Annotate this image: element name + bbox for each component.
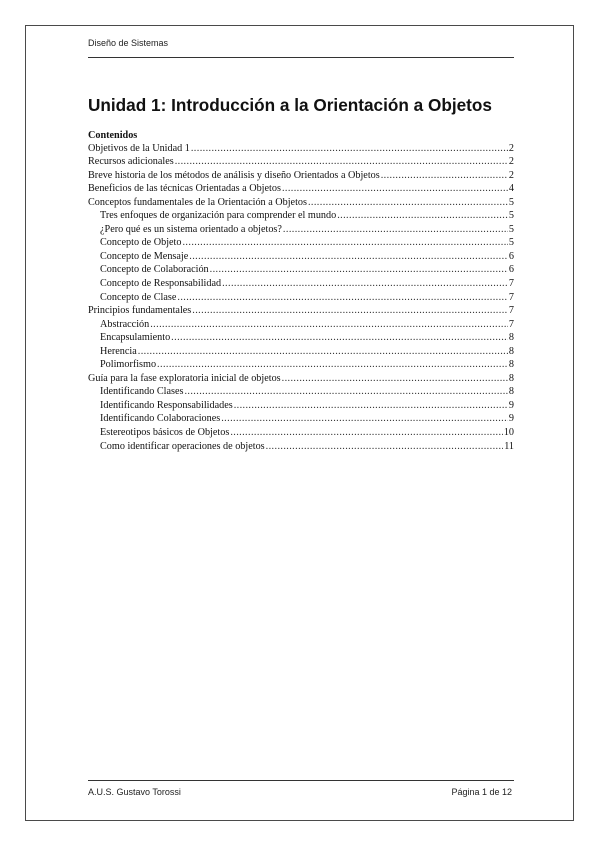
toc-entry-page: 8 <box>508 332 514 344</box>
toc-entry[interactable] <box>88 440 514 454</box>
toc-heading: Contenidos <box>88 130 138 141</box>
toc-entry-title: Concepto de Colaboración <box>100 264 209 276</box>
toc-dot-leader <box>189 250 508 264</box>
toc-entry-page: 7 <box>508 291 514 303</box>
toc-entry[interactable] <box>88 304 514 318</box>
toc-dot-leader <box>308 196 508 210</box>
toc-entry-title: Como identificar operaciones de objetos <box>100 440 265 452</box>
toc-entry-title: Concepto de Objeto <box>100 237 182 249</box>
toc-entry[interactable] <box>88 250 514 264</box>
toc-entry-page: 5 <box>508 196 514 208</box>
toc-entry-page: 8 <box>508 372 514 384</box>
toc-entry[interactable] <box>88 331 514 345</box>
toc-entry-page: 2 <box>508 142 514 154</box>
toc-dot-leader <box>222 277 508 291</box>
toc-dot-leader <box>282 182 508 196</box>
toc-entry-page: 7 <box>508 318 514 330</box>
toc-entry-title: Beneficios de las técnicas Orientadas a Objetos <box>88 183 281 195</box>
toc-entry-title: Identificando Colaboraciones <box>100 413 221 425</box>
toc-entry-title: Identificando Responsabilidades <box>100 399 233 411</box>
toc-entry[interactable] <box>88 182 514 196</box>
toc-entry-title: ¿Pero qué es un sistema orientado a objetos? <box>100 223 282 235</box>
toc-dot-leader <box>184 385 507 399</box>
toc-entry[interactable] <box>88 155 514 169</box>
toc-dot-leader <box>150 318 508 332</box>
toc-entry[interactable] <box>88 358 514 372</box>
toc-entry-title: Concepto de Mensaje <box>100 250 189 262</box>
document-page <box>25 25 574 821</box>
toc-entry-title: Recursos adicionales <box>88 156 174 168</box>
toc-entry[interactable] <box>88 318 514 332</box>
toc-entry[interactable] <box>88 142 514 156</box>
toc-entry-title: Estereotipos básicos de Objetos <box>100 426 230 438</box>
toc-entry-page: 6 <box>508 264 514 276</box>
toc-entry-title: Concepto de Responsabilidad <box>100 277 222 289</box>
table-of-contents <box>88 142 514 454</box>
footer-page-number: Página 1 de 12 <box>451 787 512 797</box>
toc-entry[interactable] <box>88 277 514 291</box>
toc-entry-title: Encapsulamiento <box>100 332 171 344</box>
toc-dot-leader <box>234 399 508 413</box>
header-divider <box>88 57 514 58</box>
toc-entry[interactable] <box>88 372 514 386</box>
toc-entry-page: 9 <box>508 399 514 411</box>
toc-entry-page: 4 <box>508 183 514 195</box>
toc-entry[interactable] <box>88 385 514 399</box>
toc-entry[interactable] <box>88 196 514 210</box>
toc-entry[interactable] <box>88 209 514 223</box>
toc-entry-page: 5 <box>508 223 514 235</box>
toc-dot-leader <box>171 331 508 345</box>
toc-entry-title: Breve historia de los métodos de análisis y diseño Orientados a Objetos <box>88 169 380 181</box>
toc-entry-page: 7 <box>508 305 514 317</box>
toc-dot-leader <box>210 263 508 277</box>
running-header: Diseño de Sistemas <box>88 38 169 48</box>
toc-entry-page: 6 <box>508 250 514 262</box>
toc-dot-leader <box>138 345 508 359</box>
toc-entry-page: 8 <box>508 386 514 398</box>
toc-entry-page: 7 <box>508 277 514 289</box>
toc-dot-leader <box>230 426 503 440</box>
toc-dot-leader <box>182 236 507 250</box>
toc-entry-title: Tres enfoques de organización para comprender el mundo <box>100 210 337 222</box>
toc-entry-title: Herencia <box>100 345 137 357</box>
toc-dot-leader <box>282 372 508 386</box>
toc-entry-title: Objetivos de la Unidad 1 <box>88 142 190 154</box>
footer-divider <box>88 780 514 781</box>
toc-entry-page: 9 <box>508 413 514 425</box>
toc-entry-page: 11 <box>504 440 514 452</box>
toc-entry-page: 8 <box>508 359 514 371</box>
toc-entry-page: 5 <box>508 237 514 249</box>
toc-entry-title: Guía para la fase exploratoria inicial de objetos <box>88 372 281 384</box>
toc-entry-page: 8 <box>508 345 514 357</box>
toc-entry-page: 2 <box>508 169 514 181</box>
toc-dot-leader <box>283 223 508 237</box>
toc-dot-leader <box>337 209 508 223</box>
toc-entry-title: Identificando Clases <box>100 386 184 398</box>
toc-entry-title: Concepto de Clase <box>100 291 177 303</box>
toc-dot-leader <box>157 358 508 372</box>
toc-entry-title: Conceptos fundamentales de la Orientación a Objetos <box>88 196 307 208</box>
toc-dot-leader <box>175 155 508 169</box>
toc-dot-leader <box>192 304 508 318</box>
toc-dot-leader <box>177 291 508 305</box>
toc-entry[interactable] <box>88 291 514 305</box>
toc-entry-page: 10 <box>503 426 514 438</box>
toc-entry[interactable] <box>88 169 514 183</box>
toc-entry[interactable] <box>88 426 514 440</box>
toc-entry-title: Polimorfismo <box>100 359 157 371</box>
toc-entry-page: 5 <box>508 210 514 222</box>
toc-entry[interactable] <box>88 263 514 277</box>
toc-entry-title: Principios fundamentales <box>88 305 192 317</box>
toc-entry[interactable] <box>88 223 514 237</box>
toc-dot-leader <box>221 412 508 426</box>
toc-dot-leader <box>191 142 508 156</box>
toc-entry[interactable] <box>88 412 514 426</box>
toc-dot-leader <box>381 169 508 183</box>
footer-author: A.U.S. Gustavo Torossi <box>88 787 181 797</box>
toc-entry-page: 2 <box>508 156 514 168</box>
toc-entry[interactable] <box>88 399 514 413</box>
page-title: Unidad 1: Introducción a la Orientación a Objetos <box>88 95 492 115</box>
toc-dot-leader <box>266 440 504 454</box>
toc-entry[interactable] <box>88 236 514 250</box>
toc-entry[interactable] <box>88 345 514 359</box>
toc-entry-title: Abstracción <box>100 318 150 330</box>
